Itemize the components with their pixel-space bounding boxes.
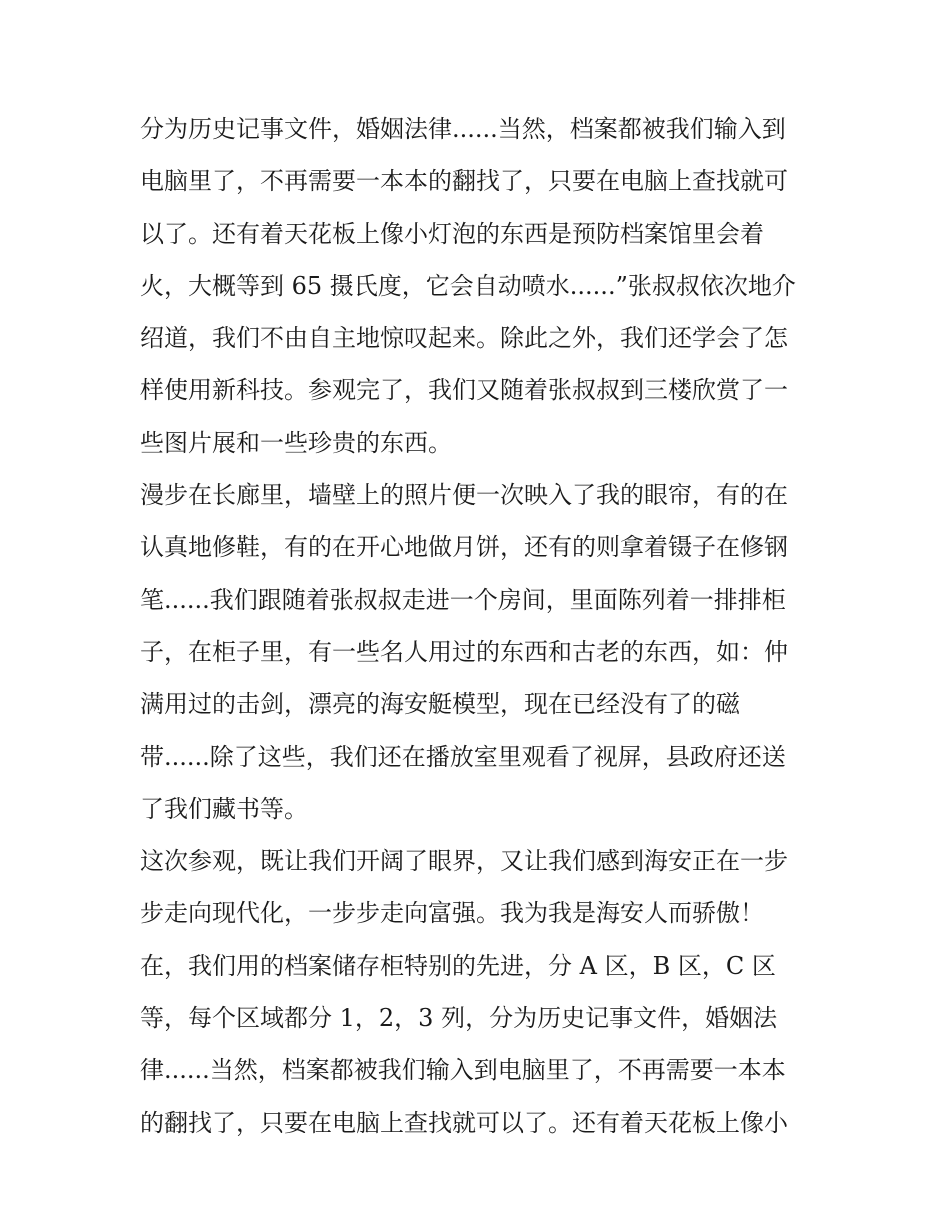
- text-line: 以了。还有着天花板上像小灯泡的东西是预防档案馆里会着: [140, 219, 764, 248]
- text-line: 律......当然，档案都被我们输入到电脑里了，不再需要一本本: [140, 1056, 786, 1085]
- text-line: 了我们藏书等。: [140, 794, 308, 823]
- text-line: 带......除了这些，我们还在播放室里观看了视屏，县政府还送: [140, 742, 786, 771]
- text-line: 满用过的击剑，漂亮的海安艇模型，现在已经没有了的磁: [140, 690, 740, 719]
- text-line: 火，大概等到 65 摄氏度，它会自动喷水......”张叔叔依次地介: [140, 271, 796, 300]
- text-line: 电脑里了，不再需要一本本的翻找了，只要在电脑上查找就可: [140, 167, 788, 196]
- text-line: 等，每个区域都分 1，2，3 列，分为历史记事文件，婚姻法: [140, 1004, 778, 1033]
- text-line: 漫步在长廊里，墙壁上的照片便一次映入了我的眼帘，有的在: [140, 481, 788, 510]
- text-line: 认真地修鞋，有的在开心地做月饼，还有的则拿着镊子在修钢: [140, 533, 788, 562]
- text-line: 分为历史记事文件，婚姻法律......当然，档案都被我们输入到: [140, 115, 786, 143]
- text-line: 绍道，我们不由自主地惊叹起来。除此之外，我们还学会了怎: [140, 324, 788, 353]
- text-line: 些图片展和一些珍贵的东西。: [140, 428, 452, 457]
- text-line: 的翻找了，只要在电脑上查找就可以了。还有着天花板上像小: [140, 1108, 788, 1137]
- text-line: 样使用新科技。参观完了，我们又随着张叔叔到三楼欣赏了一: [140, 376, 788, 405]
- text-line: 步走向现代化，一步步走向富强。我为我是海安人而骄傲！: [140, 899, 764, 928]
- text-line: 子，在柜子里，有一些名人用过的东西和古老的东西，如：仲: [140, 637, 788, 666]
- text-line: 这次参观，既让我们开阔了眼界，又让我们感到海安正在一步: [140, 847, 788, 876]
- text-line: 在，我们用的档案储存柜特别的先进，分 A 区，B 区，C 区: [140, 951, 776, 980]
- text-line: 笔......我们跟随着张叔叔走进一个房间，里面陈列着一排排柜: [140, 585, 786, 614]
- body-text: [140, 109, 830, 1155]
